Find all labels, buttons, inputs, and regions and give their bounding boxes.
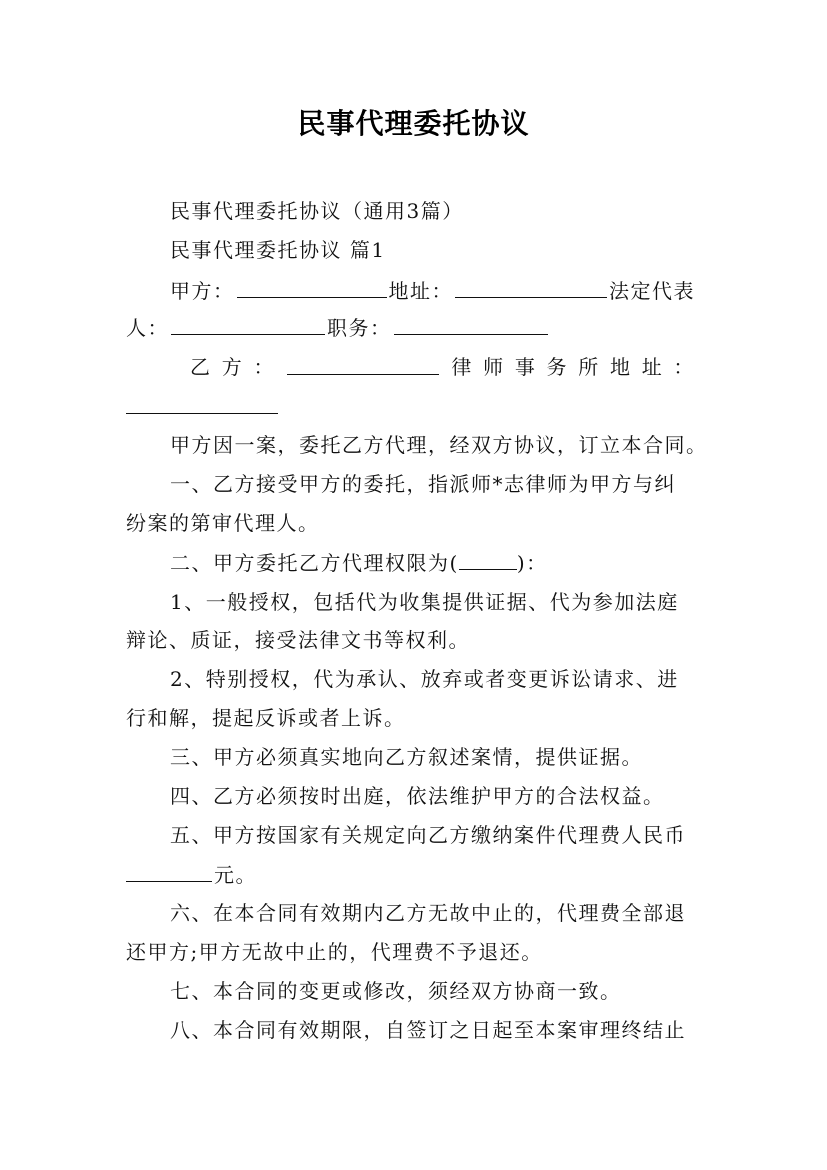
clause-2-1-cont: 辩论、质证，接受法律文书等权利。	[126, 628, 470, 652]
clause-1-line: 一、乙方接受甲方的委托，指派师*志律师为甲方与纠	[170, 472, 676, 496]
address-blank	[455, 277, 607, 298]
party-b-char: 址	[641, 355, 664, 379]
party-b-char: 事	[514, 355, 537, 379]
clause-2-1-line: 1、一般授权，包括代为收集提供证据、代为参加法庭	[170, 590, 679, 614]
party-a-name-blank	[237, 277, 387, 298]
clause-3-line: 三、甲方必须真实地向乙方叙述案情，提供证据。	[170, 745, 643, 769]
legal-rep-label: 法定代表	[609, 279, 695, 303]
party-a-label: 甲方：	[170, 279, 235, 303]
party-b-char: 乙	[190, 355, 212, 379]
clause-6-cont: 还甲方;甲方无故中止的，代理费不予退还。	[126, 940, 543, 964]
clause-5-line: 五、甲方按国家有关规定向乙方缴纳案件代理费人民币	[170, 823, 686, 847]
party-b-char: ：	[253, 355, 275, 379]
section-heading: 民事代理委托协议 篇1	[170, 238, 386, 262]
party-b-char: 所	[578, 355, 600, 379]
party-b-line	[190, 354, 695, 380]
subtitle-line: 民事代理委托协议（通用3篇）	[170, 199, 464, 223]
party-b-char: 务	[546, 355, 569, 379]
clause-2-2-cont: 行和解，提起反诉或者上诉。	[126, 706, 406, 730]
paragraph-line: 甲方因一案，委托乙方代理，经双方协议，订立本合同。	[170, 433, 708, 457]
law-firm-address-blank	[126, 393, 278, 414]
fee-unit: 元。	[214, 863, 257, 887]
authority-blank	[459, 549, 517, 570]
legal-rep-line	[126, 314, 701, 341]
clause-2-2-line: 2、特别授权，代为承认、放弃或者变更诉讼请求、进	[170, 667, 679, 691]
clause-2-text: 二、甲方委托乙方代理权限为(	[170, 551, 459, 575]
clause-8-line: 八、本合同有效期限，自签订之日起至本案审理终结止	[170, 1018, 686, 1042]
clause-2-line	[170, 549, 701, 576]
fee-amount-blank	[126, 861, 212, 882]
document-title: 民事代理委托协议	[297, 107, 530, 140]
party-b-char: ：	[673, 355, 695, 379]
party-b-char: 律	[451, 355, 473, 379]
legal-rep-blank	[171, 314, 325, 335]
clause-2-end: )：	[516, 551, 548, 575]
party-a-line	[170, 277, 701, 304]
party-b-char: 方	[221, 355, 244, 379]
law-firm-address-line	[126, 393, 701, 420]
clause-6-line: 六、在本合同有效期内乙方无故中止的，代理费全部退	[170, 901, 686, 925]
party-b-char: 地	[609, 355, 632, 379]
party-b-name-blank	[287, 354, 439, 375]
clause-4-line: 四、乙方必须按时出庭，依法维护甲方的合法权益。	[170, 784, 665, 808]
position-blank	[394, 314, 548, 335]
position-label: 职务：	[327, 316, 392, 340]
address-label: 地址：	[388, 279, 453, 303]
clause-1-cont: 纷案的第审代理人。	[126, 511, 320, 535]
clause-5-cont	[126, 861, 701, 888]
legal-rep-label-cont: 人：	[126, 316, 169, 340]
clause-7-line: 七、本合同的变更或修改，须经双方协商一致。	[170, 979, 622, 1003]
party-b-char: 师	[483, 355, 505, 379]
